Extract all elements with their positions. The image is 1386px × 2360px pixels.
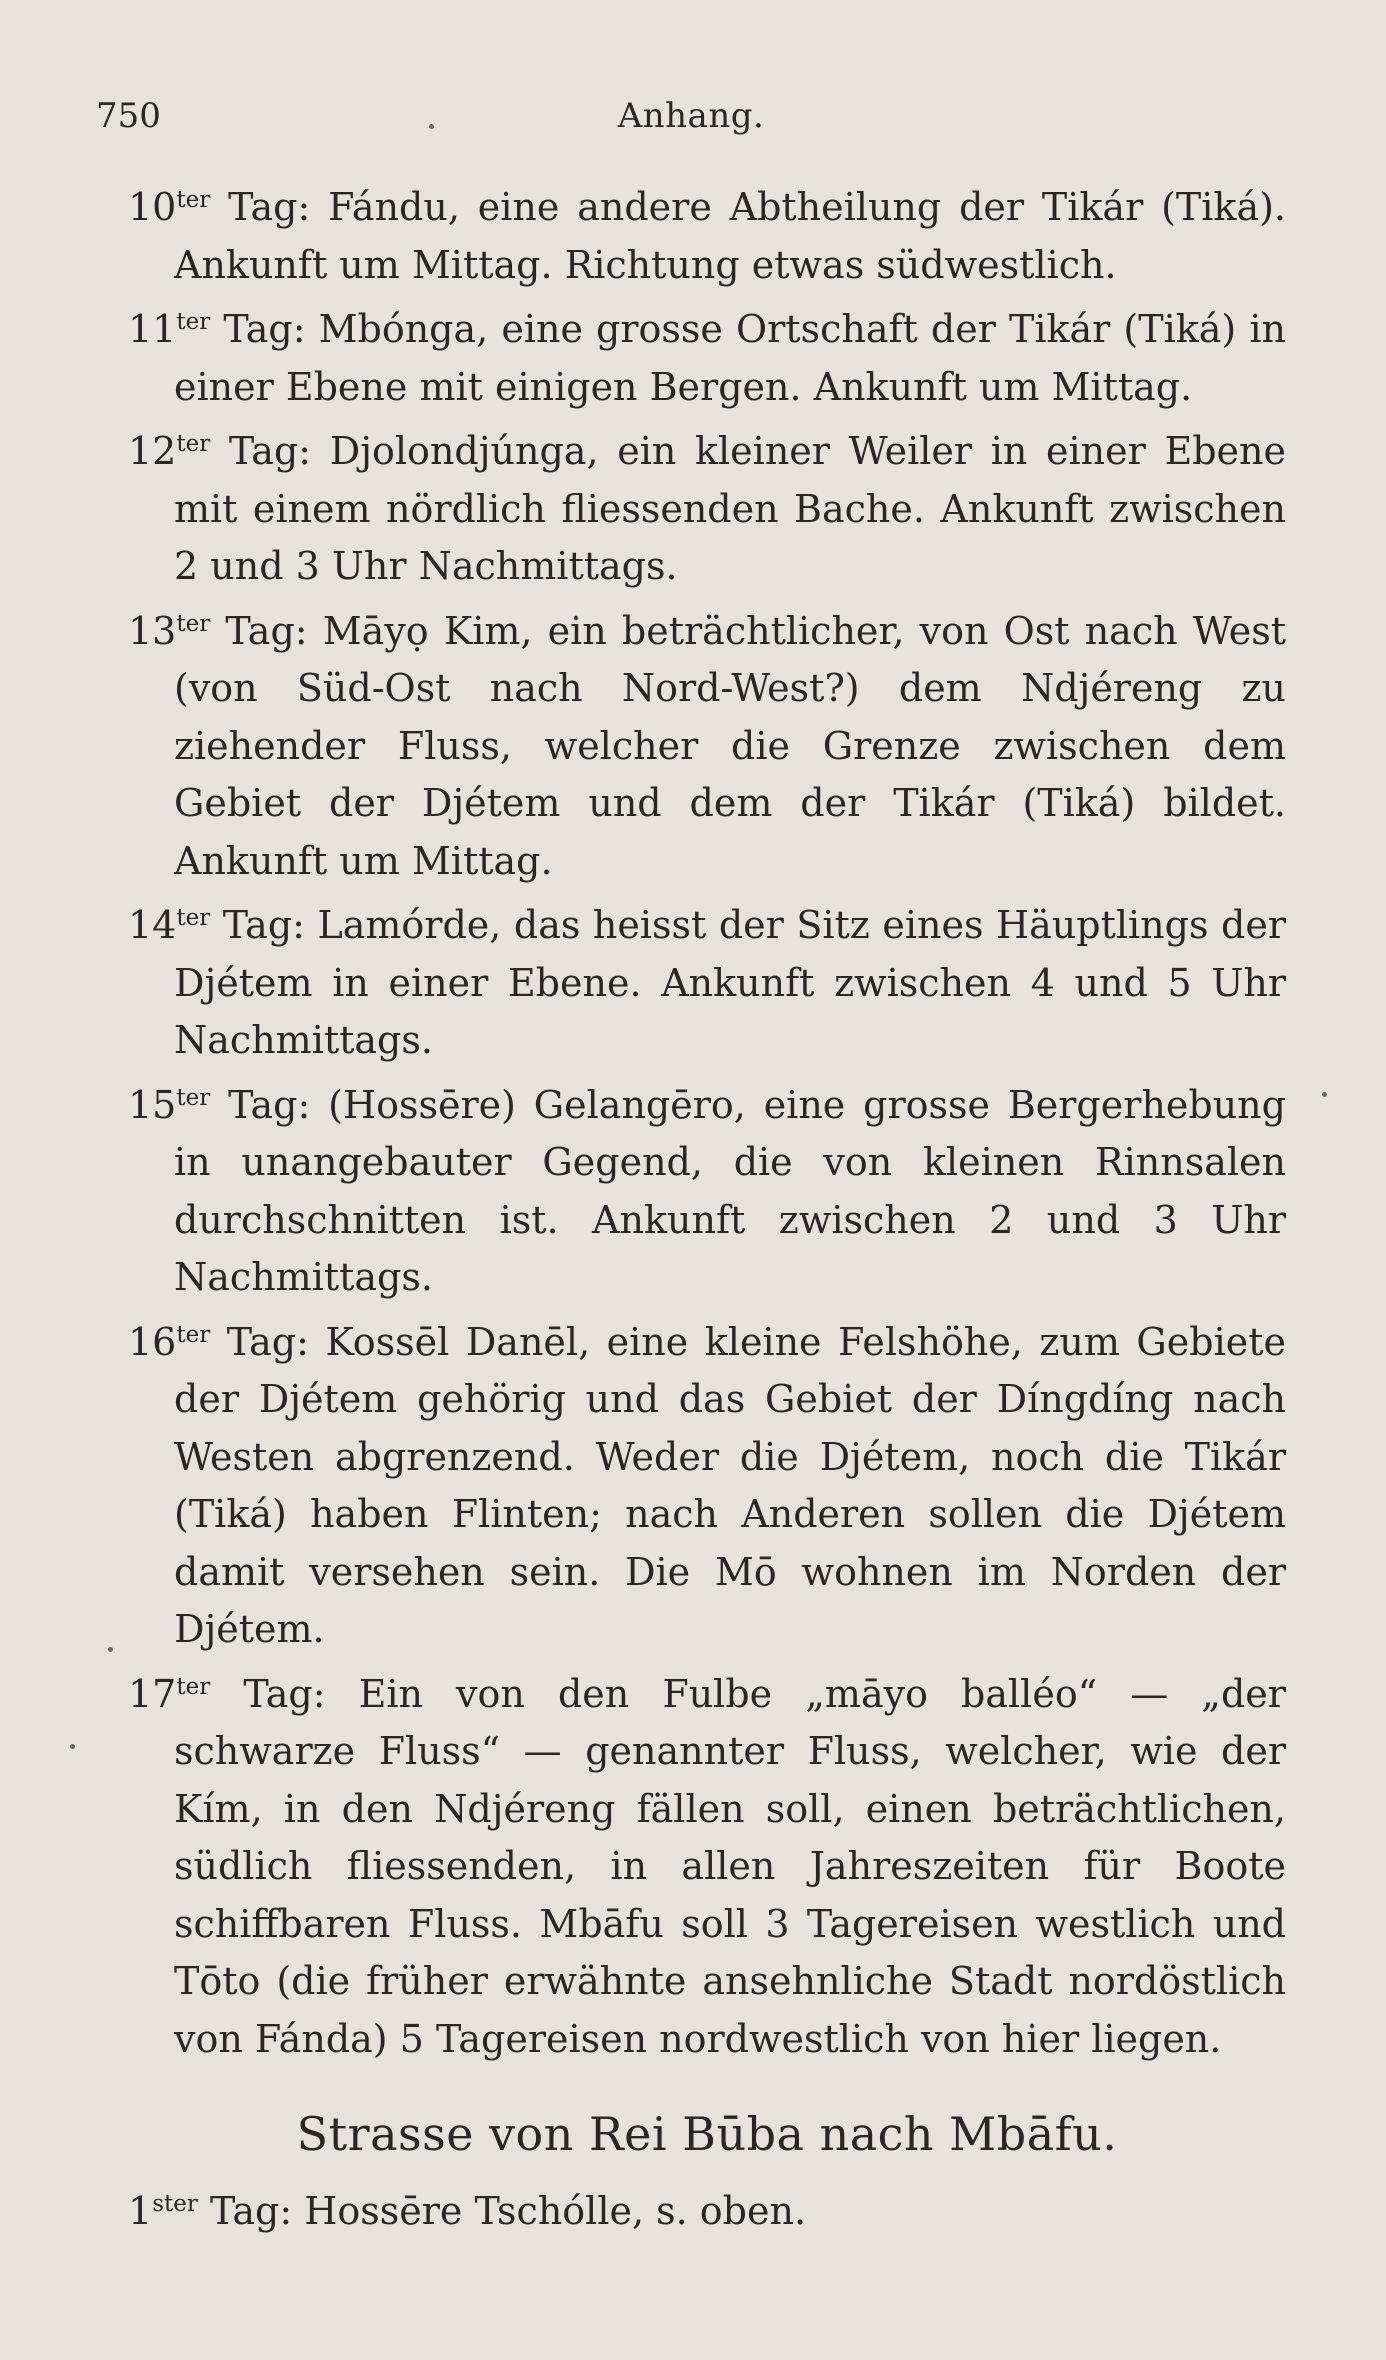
day-label: Tag: (223, 307, 306, 351)
entry-list (128, 172, 1286, 2068)
day-number: 10 (128, 185, 177, 229)
ordinal-suffix: ter (176, 905, 211, 931)
entry-text: Māyọ Kim, ein beträchtlicher, von Ost nach West (von Süd-Ost nach Nord-West?) dem Ndjéreng zu ziehender Fluss, welcher die Grenze zwischen dem Gebiet der Djétem und dem der Tikár (Tiká) bildet. Ankunft um Mittag. (174, 608, 1286, 883)
list-item (128, 2176, 1286, 2241)
entry-text: Djolondjúnga, ein kleiner Weiler in einer Ebene mit einem nördlich fliessenden Bache. Ankunft zwischen 2 und 3 Uhr Nachmittags. (174, 429, 1286, 588)
day-label: Tag: (228, 429, 312, 473)
day-number: 16 (128, 1319, 177, 1364)
day-number: 11 (128, 307, 177, 351)
list-item (128, 1307, 1286, 1659)
list-item (128, 172, 1286, 294)
ordinal-suffix: ter (176, 1673, 211, 1700)
day-number: 14 (128, 903, 177, 947)
list-item (128, 890, 1286, 1070)
day-label: Tag: (228, 185, 311, 229)
ordinal-suffix: ter (176, 610, 211, 637)
entry-text: Lamórde, das heisst der Sitz eines Häuptlings der Djétem in einer Ebene. Ankunft zwischen 4 und 5 Uhr Nachmittags. (174, 903, 1286, 1062)
list-item (128, 294, 1286, 416)
paper-speck (108, 1647, 113, 1652)
page-number: 750 (96, 96, 161, 136)
list-item (128, 596, 1286, 891)
day-label: Tag: (209, 2189, 293, 2233)
entry-text: Fándu, eine andere Abtheilung der Tikár (Tiká). Ankunft um Mittag. Richtung etwas südwestlich. (174, 185, 1286, 287)
day-label: Tag: (222, 903, 305, 947)
entry-text: Ein von den Fulbe „māyo balléo“ — „der schwarze Fluss“ — genannter Fluss, welcher, wie der Kím, in den Ndjéreng fällen soll, einen beträchtlichen, südlich fliessenden, in allen Jahreszeiten für Boote schiffbaren Fluss. Mbāfu soll 3 Tagereisen westlich und Tōto (die früher erwähnte ansehnliche Stadt nordöstlich von Fánda) 5 Tagereisen nordwestlich von hier liegen. (174, 1671, 1286, 2061)
day-label: Tag: (228, 1082, 311, 1127)
day-number: 17 (128, 1671, 177, 1716)
ordinal-suffix: ster (152, 2191, 198, 2217)
list-item (128, 1659, 1286, 2069)
day-number: 15 (128, 1082, 177, 1127)
entry-text: Mbónga, eine grosse Ortschaft der Tikár (Tiká) in einer Ebene mit einigen Bergen. Ankunft um Mittag. (174, 307, 1286, 409)
day-label: Tag: (243, 1671, 326, 1716)
list-item (128, 1070, 1286, 1307)
running-head: Anhang. (617, 96, 765, 136)
day-label: Tag: (225, 608, 308, 653)
ordinal-suffix: ter (176, 309, 211, 335)
ordinal-suffix: ter (176, 1321, 211, 1348)
day-number: 12 (128, 429, 177, 473)
paper-speck (70, 1744, 75, 1749)
day-label: Tag: (226, 1319, 309, 1364)
page-header (96, 96, 1286, 144)
section-entry-list (128, 2176, 1286, 2241)
page-body (128, 172, 1286, 2241)
day-number: 1 (128, 2189, 153, 2233)
entry-text: Kossēl Danēl, eine kleine Felshöhe, zum Gebiete der Djétem gehörig und das Gebiet der Díngdíng nach Westen abgrenzend. Weder die Djétem, noch die Tikár (Tiká) haben Flinten; nach Anderen sollen die Djétem damit versehen sein. Die Mō wohnen im Norden der Djétem. (174, 1319, 1286, 1651)
list-item (128, 416, 1286, 596)
paper-speck (429, 124, 434, 129)
entry-text: (Hossēre) Gelangēro, eine grosse Bergerhebung in unangebauter Gegend, die von kleinen Rinnsalen durchschnitten ist. Ankunft zwischen 2 und 3 Uhr Nachmittags. (174, 1082, 1286, 1299)
ordinal-suffix: ter (176, 431, 211, 457)
day-number: 13 (128, 608, 177, 653)
ordinal-suffix: ter (176, 1084, 211, 1111)
paper-speck (1322, 1092, 1327, 1097)
section-title: Strasse von Rei Būba nach Mbāfu. (296, 2107, 1118, 2161)
ordinal-suffix: ter (176, 187, 211, 213)
entry-text: Hossēre Tschólle, s. oben. (304, 2189, 807, 2233)
